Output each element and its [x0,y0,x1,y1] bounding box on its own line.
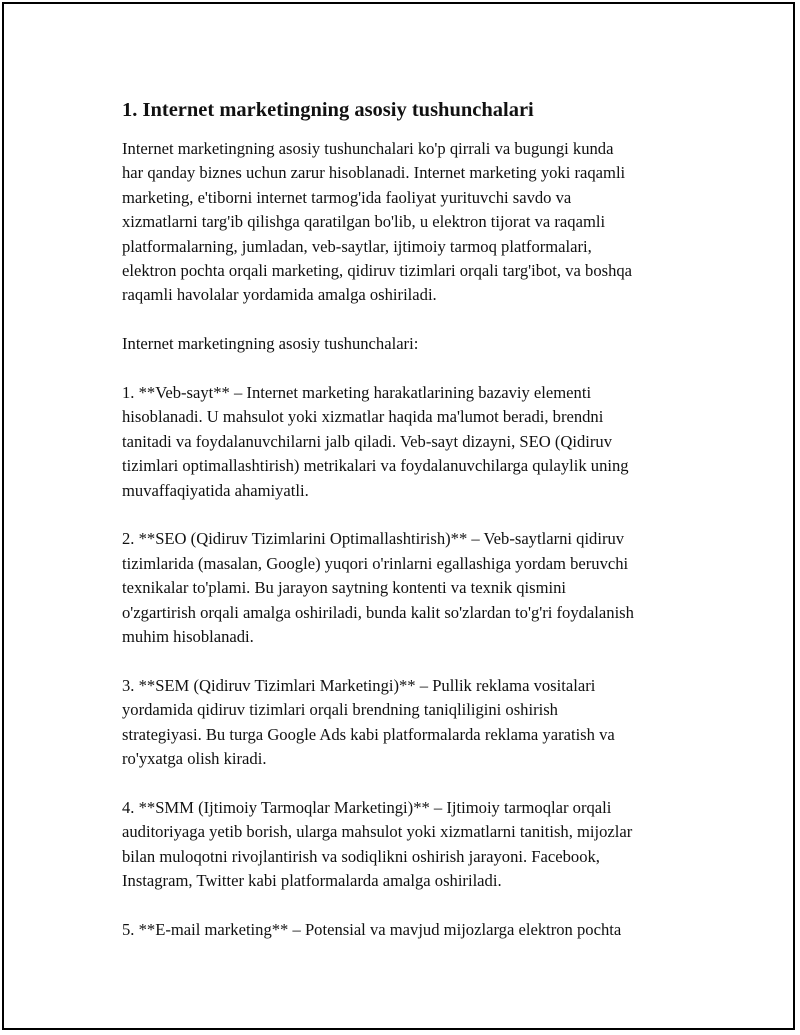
text-line: texnikalar to'plami. Bu jarayon saytning kontenti va texnik qismini [122,578,567,598]
paragraph [122,137,707,308]
text-line: tizimlarida (masalan, Google) yuqori o'rinlarni egallashiga yordam beruvchi [122,553,629,573]
text-line: 1. **Veb-sayt** – Internet marketing harakatlarining bazaviy elementi [122,383,592,403]
paragraph [122,796,707,894]
text-line: platformalarning, jumladan, veb-saytlar, ijtimoiy tarmoq platformalari, [122,236,592,256]
text-line: strategiyasi. Bu turga Google Ads kabi platformalarda reklama yaratish va [122,724,615,744]
page-frame [2,2,795,1030]
text-line: muhim hisoblanadi. [122,627,254,647]
text-line: raqamli havolalar yordamida amalga oshiriladi. [122,285,437,305]
text-line: elektron pochta orqali marketing, qidiruv tizimlari orqali targ'ibot, va boshqa [122,261,633,281]
document-body [122,97,707,967]
text-line: auditoriyaga yetib borish, ularga mahsulot yoki xizmatlarni tanitish, mijozlar [122,822,633,842]
text-line: 3. **SEM (Qidiruv Tizimlari Marketingi)** – Pullik reklama vositalari [122,675,596,695]
paragraph [122,381,707,503]
paragraph [122,332,707,356]
text-line: marketing, e'tiborni internet tarmog'ida faoliyat yurituvchi savdo va [122,187,572,207]
text-line: o'zgartirish orqali amalga oshiriladi, bunda kalit so'zlardan to'g'ri foydalanish [122,602,634,622]
text-line: Internet marketingning asosiy tushunchalari ko'p qirrali va bugungi kunda [122,139,614,158]
text-line: 2. **SEO (Qidiruv Tizimlarini Optimallashtirish)** – Veb-saytlarni qidiruv [122,529,625,549]
text-line: har qanday biznes uchun zarur hisoblanadi. Internet marketing yoki raqamli [122,163,626,183]
text-line: 5. **E-mail marketing** – Potensial va mavjud mijozlarga elektron pochta [122,919,622,939]
text-line: tizimlari optimallashtirish) metrikalari va foydalanuvchilarga qulaylik uning [122,456,629,476]
text-line: xizmatlarni targ'ib qilishga qaratilgan bo'lib, u elektron tijorat va raqamli [122,212,606,232]
paragraph [122,918,707,942]
text-line: muvaffaqiyatida ahamiyatli. [122,480,309,500]
text-line: tanitadi va foydalanuvchilarni jalb qiladi. Veb-sayt dizayni, SEO (Qidiruv [122,431,613,451]
paragraph-list [122,137,707,942]
paragraph [122,674,707,772]
text-line: hisoblanadi. U mahsulot yoki xizmatlar haqida ma'lumot beradi, brendni [122,407,604,427]
paragraph [122,527,707,649]
text-line: Internet marketingning asosiy tushunchalari: [122,334,419,354]
text-line: bilan muloqotni rivojlantirish va sodiqlikni oshirish jarayoni. Facebook, [122,846,600,866]
text-line: ro'yxatga olish kiradi. [122,749,267,769]
section-heading: 1. Internet marketingning asosiy tushunchalari [122,99,534,121]
text-line: Instagram, Twitter kabi platformalarda amalga oshiriladi. [122,871,502,891]
text-line: yordamida qidiruv tizimlari orqali brendning taniqliligini oshirish [122,700,558,720]
text-line: 4. **SMM (Ijtimoiy Tarmoqlar Marketingi)** – Ijtimoiy tarmoqlar orqali [122,797,612,817]
